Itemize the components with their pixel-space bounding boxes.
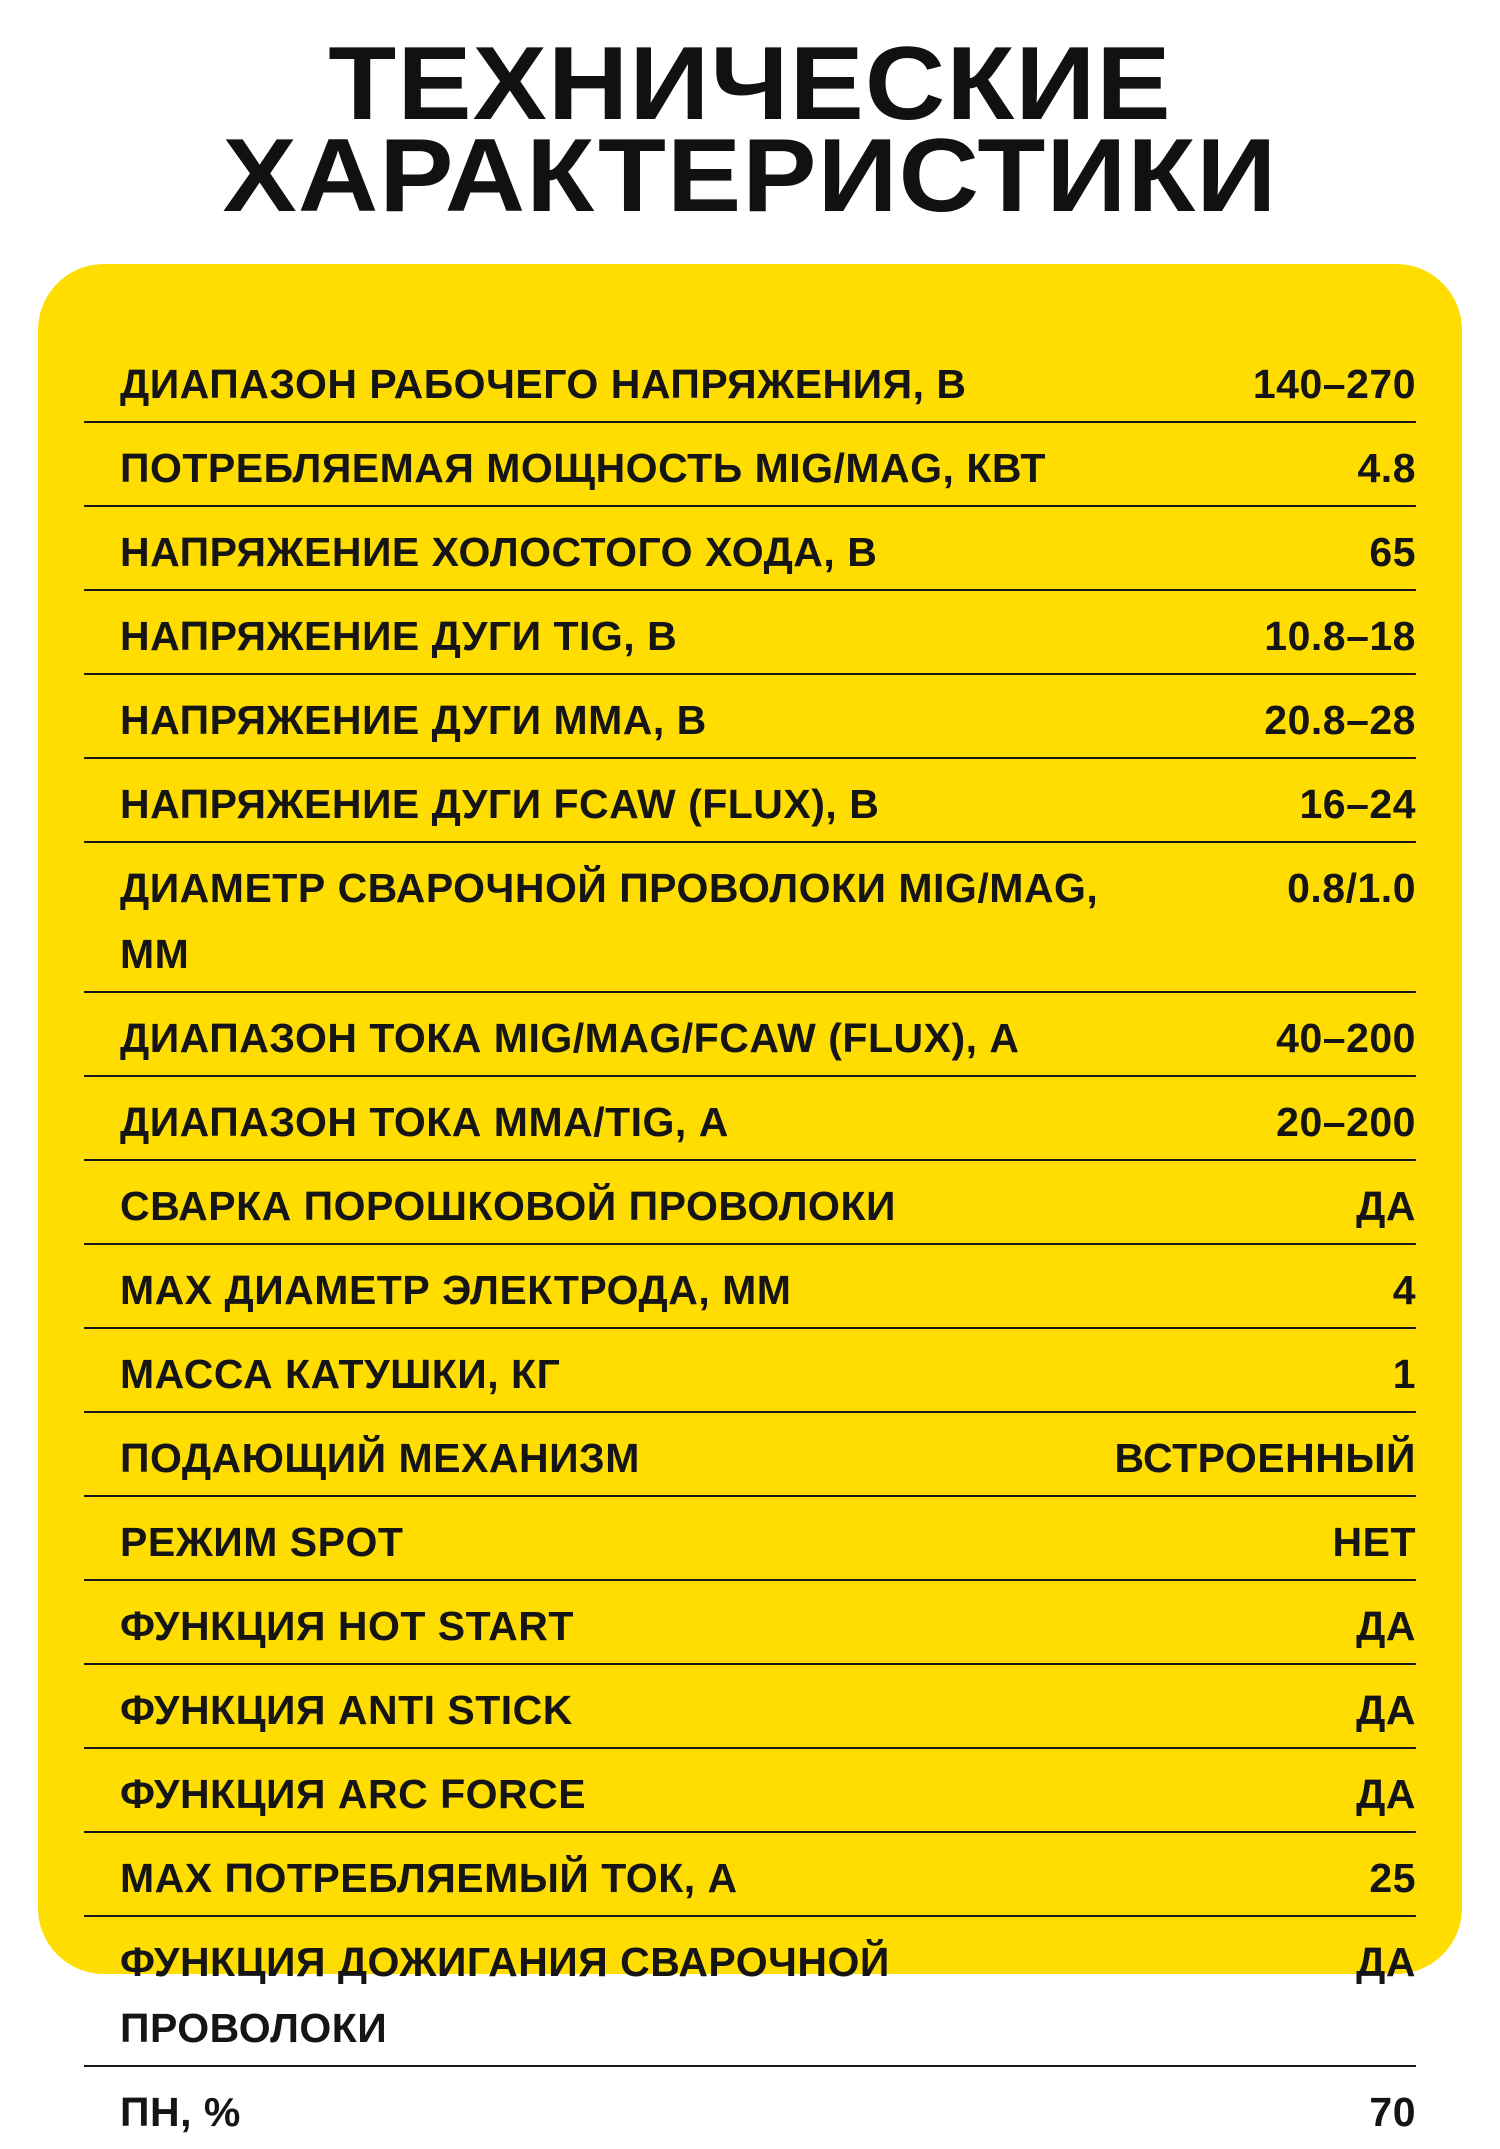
- page-title: [0, 26, 1500, 234]
- spec-label: ФУНКЦИЯ ДОЖИГАНИЯ СВАРОЧНОЙ ПРОВОЛОКИ: [120, 1939, 890, 2051]
- spec-label: НАПРЯЖЕНИЕ ДУГИ ММА, В: [120, 697, 707, 743]
- spec-row-spot-mode: [84, 1497, 1416, 1581]
- spec-label: НАПРЯЖЕНИЕ ДУГИ TIG, В: [120, 613, 678, 659]
- spec-row-duty-cycle: [84, 2067, 1416, 2149]
- spec-row-anti-stick: [84, 1665, 1416, 1749]
- spec-value: 1: [1392, 1351, 1416, 1397]
- page-title-line-1: ТЕХНИЧЕСКИЕ: [328, 26, 1172, 142]
- spec-row-power-consumption: [84, 423, 1416, 507]
- spec-value: ДА: [1356, 1771, 1416, 1817]
- page-title-line-2: ХАРАКТЕРИСТИКИ: [222, 118, 1278, 234]
- spec-label: MAX ПОТРЕБЛЯЕМЫЙ ТОК, А: [120, 1855, 738, 1901]
- spec-label: ДИАПАЗОН ТОКА MIG/MAG/FCAW (FLUX), А: [120, 1015, 1020, 1061]
- spec-row-arc-force: [84, 1749, 1416, 1833]
- spec-label: СВАРКА ПОРОШКОВОЙ ПРОВОЛОКИ: [120, 1183, 896, 1229]
- spec-label: ФУНКЦИЯ ANTI STICK: [120, 1687, 573, 1733]
- spec-value: 70: [1369, 2089, 1416, 2135]
- spec-value: 65: [1369, 529, 1416, 575]
- spec-value: 20–200: [1276, 1099, 1416, 1145]
- spec-value: ДА: [1356, 1183, 1416, 1229]
- spec-value: 4.8: [1357, 445, 1416, 491]
- spec-value: 25: [1369, 1855, 1416, 1901]
- spec-value: ДА: [1356, 1687, 1416, 1733]
- spec-row-wire-diameter: [84, 843, 1416, 993]
- spec-label: ФУНКЦИЯ HOT START: [120, 1603, 574, 1649]
- spec-label: НАПРЯЖЕНИЕ ХОЛОСТОГО ХОДА, В: [120, 529, 878, 575]
- spec-label: ДИАПАЗОН РАБОЧЕГО НАПРЯЖЕНИЯ, В: [120, 361, 967, 407]
- spec-label: РЕЖИМ SPOT: [120, 1519, 404, 1565]
- spec-label: МАССА КАТУШКИ, КГ: [120, 1351, 561, 1397]
- spec-row-voltage-range: [84, 339, 1416, 423]
- spec-value: ДА: [1356, 1603, 1416, 1649]
- spec-label: ПОТРЕБЛЯЕМАЯ МОЩНОСТЬ MIG/MAG, КВТ: [120, 445, 1046, 491]
- spec-row-open-circuit-voltage: [84, 507, 1416, 591]
- spec-row-mma-arc-voltage: [84, 675, 1416, 759]
- spec-row-mig-current-range: [84, 993, 1416, 1077]
- spec-value: НЕТ: [1332, 1519, 1416, 1565]
- spec-row-mma-current-range: [84, 1077, 1416, 1161]
- spec-label: ФУНКЦИЯ ARC FORCE: [120, 1771, 587, 1817]
- spec-value: 140–270: [1252, 361, 1416, 407]
- spec-label: НАПРЯЖЕНИЕ ДУГИ FCAW (FLUX), В: [120, 781, 880, 827]
- spec-row-wire-feeder: [84, 1413, 1416, 1497]
- spec-row-tig-arc-voltage: [84, 591, 1416, 675]
- spec-label: MAX ДИАМЕТР ЭЛЕКТРОДА, ММ: [120, 1267, 792, 1313]
- spec-label: ДИАПАЗОН ТОКА ММА/TIG, А: [120, 1099, 729, 1145]
- spec-row-hot-start: [84, 1581, 1416, 1665]
- spec-value: 10.8–18: [1264, 613, 1416, 659]
- spec-row-max-input-current: [84, 1833, 1416, 1917]
- spec-value: 40–200: [1276, 1015, 1416, 1061]
- spec-label: ДИАМЕТР СВАРОЧНОЙ ПРОВОЛОКИ MIG/MAG, ММ: [120, 865, 1099, 977]
- specs-panel: [38, 264, 1462, 2135]
- spec-value: ДА: [1356, 1939, 1416, 1985]
- spec-value: ВСТРОЕННЫЙ: [1114, 1435, 1416, 1481]
- spec-value: 16–24: [1299, 781, 1416, 827]
- spec-value: 4: [1392, 1267, 1416, 1313]
- spec-value: 0.8/1.0: [1287, 865, 1416, 911]
- spec-row-max-electrode-diameter: [84, 1245, 1416, 1329]
- spec-row-burnback: [84, 1917, 1416, 2067]
- specs-table: [84, 339, 1416, 2149]
- spec-label: ПН, %: [120, 2089, 241, 2135]
- spec-label: ПОДАЮЩИЙ МЕХАНИЗМ: [120, 1435, 640, 1481]
- spec-row-flux-wire-welding: [84, 1161, 1416, 1245]
- spec-row-fcaw-arc-voltage: [84, 759, 1416, 843]
- spec-value: 20.8–28: [1264, 697, 1416, 743]
- spec-row-spool-weight: [84, 1329, 1416, 1413]
